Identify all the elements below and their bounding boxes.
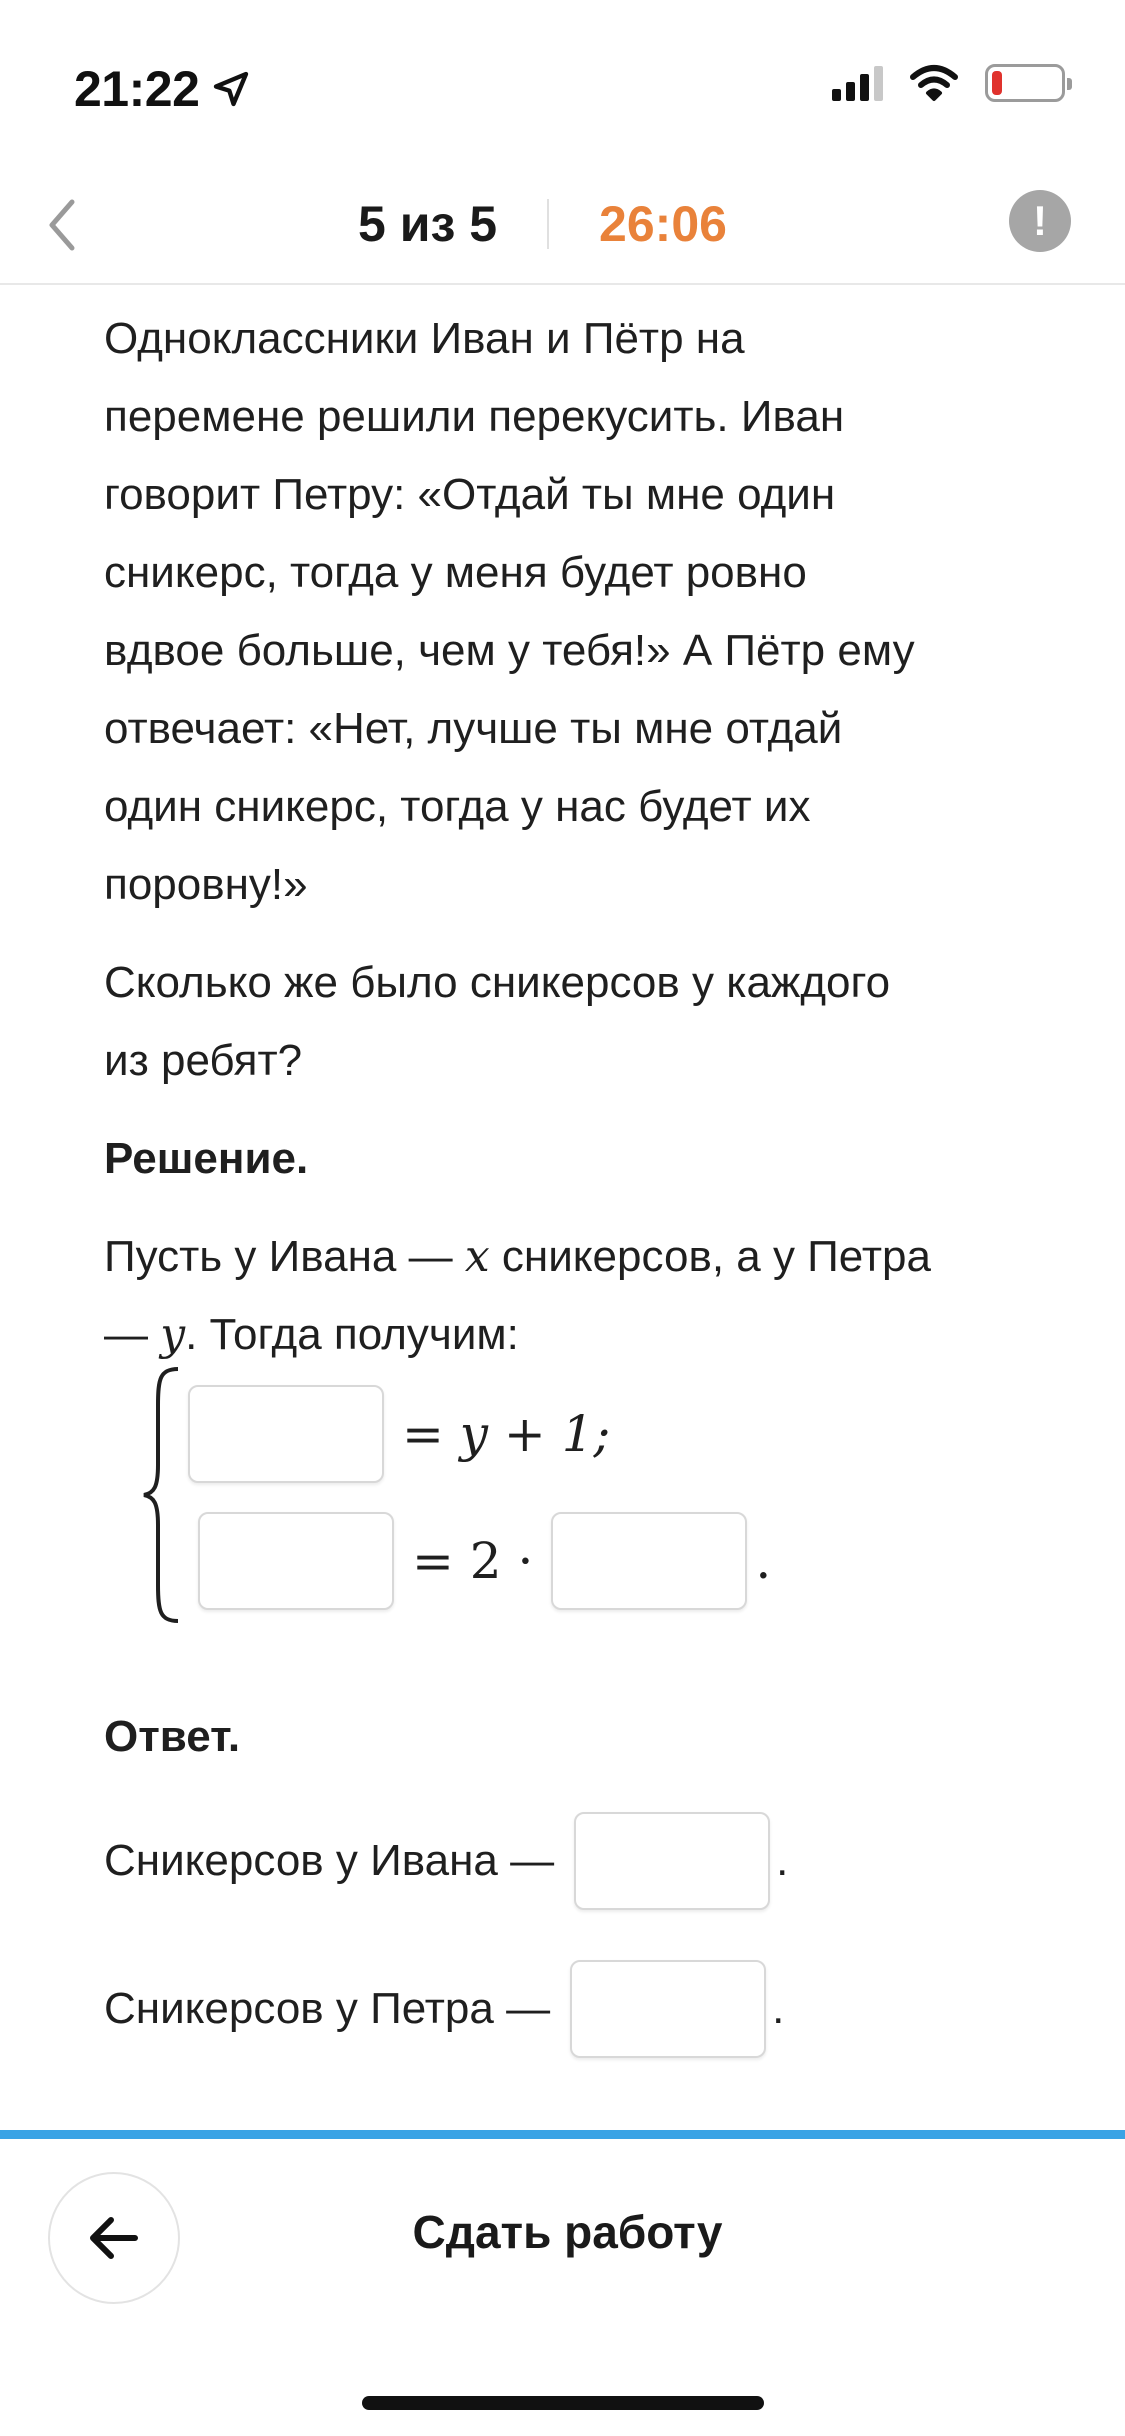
problem-line: поровну!» xyxy=(104,860,308,909)
answer-ivan-row: Сникерсов у Ивана — . xyxy=(104,1812,788,1910)
problem-line: перемене решили перекусить. Иван xyxy=(104,392,845,441)
variable-y: y xyxy=(160,1309,186,1360)
problem-line: отвечает: «Нет, лучше ты мне отдай xyxy=(104,704,843,753)
solution-heading: Решение. xyxy=(104,1134,309,1183)
status-bar xyxy=(0,0,1125,170)
cellular-signal-icon xyxy=(832,65,883,101)
solution-line: — y. Тогда получим: xyxy=(104,1309,519,1360)
equation-2-right-input[interactable] xyxy=(551,1512,747,1610)
status-time xyxy=(74,60,251,118)
nav-header xyxy=(0,170,1125,285)
equation-2: = 2 · . xyxy=(198,1512,771,1610)
equation-2-left-input[interactable] xyxy=(198,1512,394,1610)
solution-text xyxy=(104,1218,1024,1374)
answer-ivan-input[interactable] xyxy=(574,1812,770,1910)
problem-line: вдвое больше, чем у тебя!» А Пётр ему xyxy=(104,626,915,675)
question-text xyxy=(104,944,1024,1100)
status-icons xyxy=(832,64,1065,102)
problem-line: сникерс, тогда у меня будет ровно xyxy=(104,548,807,597)
problem-line: говорит Петру: «Отдай ты мне один xyxy=(104,470,836,519)
equation-1-rhs: = y + 1; xyxy=(402,1405,611,1463)
equation-system xyxy=(140,1365,840,1625)
answer-heading: Ответ. xyxy=(104,1712,241,1761)
progress-line xyxy=(0,2130,1125,2139)
answer-ivan-label: Сникерсов у Ивана — xyxy=(104,1836,555,1885)
alert-icon[interactable]: ! xyxy=(1009,190,1071,252)
problem-line: один сникерс, тогда у нас будет их xyxy=(104,782,811,831)
equation-2-operator: = 2 · xyxy=(412,1532,534,1590)
problem-line: Одноклассники Иван и Пётр на xyxy=(104,314,745,363)
battery-icon xyxy=(985,64,1065,102)
equation-1 xyxy=(188,1385,610,1483)
task-progress: 5 из 5 xyxy=(358,196,498,252)
location-arrow-icon xyxy=(211,69,251,109)
submit-work-button[interactable]: Сдать работу xyxy=(412,2206,723,2258)
nav-center xyxy=(0,192,1125,256)
home-indicator xyxy=(362,2396,764,2410)
variable-x: x xyxy=(464,1231,490,1282)
content xyxy=(104,300,1024,1374)
equation-1-input[interactable] xyxy=(188,1385,384,1483)
answer-petr-row: Сникерсов у Петра — . xyxy=(104,1960,784,2058)
nav-divider xyxy=(547,199,549,249)
answer-petr-label: Сникерсов у Петра — xyxy=(104,1984,551,2033)
problem-text xyxy=(104,300,1024,924)
question-line: из ребят? xyxy=(104,1036,303,1085)
solution-line: Пусть у Ивана — x сникерсов, а у Петра xyxy=(104,1231,931,1282)
timer: 26:06 xyxy=(599,196,727,252)
clock-label: 21:22 xyxy=(74,61,200,117)
answer-petr-input[interactable] xyxy=(570,1960,766,2058)
curly-brace xyxy=(140,1365,185,1625)
wifi-icon xyxy=(909,64,959,102)
question-line: Сколько же было сникерсов у каждого xyxy=(104,958,891,1007)
